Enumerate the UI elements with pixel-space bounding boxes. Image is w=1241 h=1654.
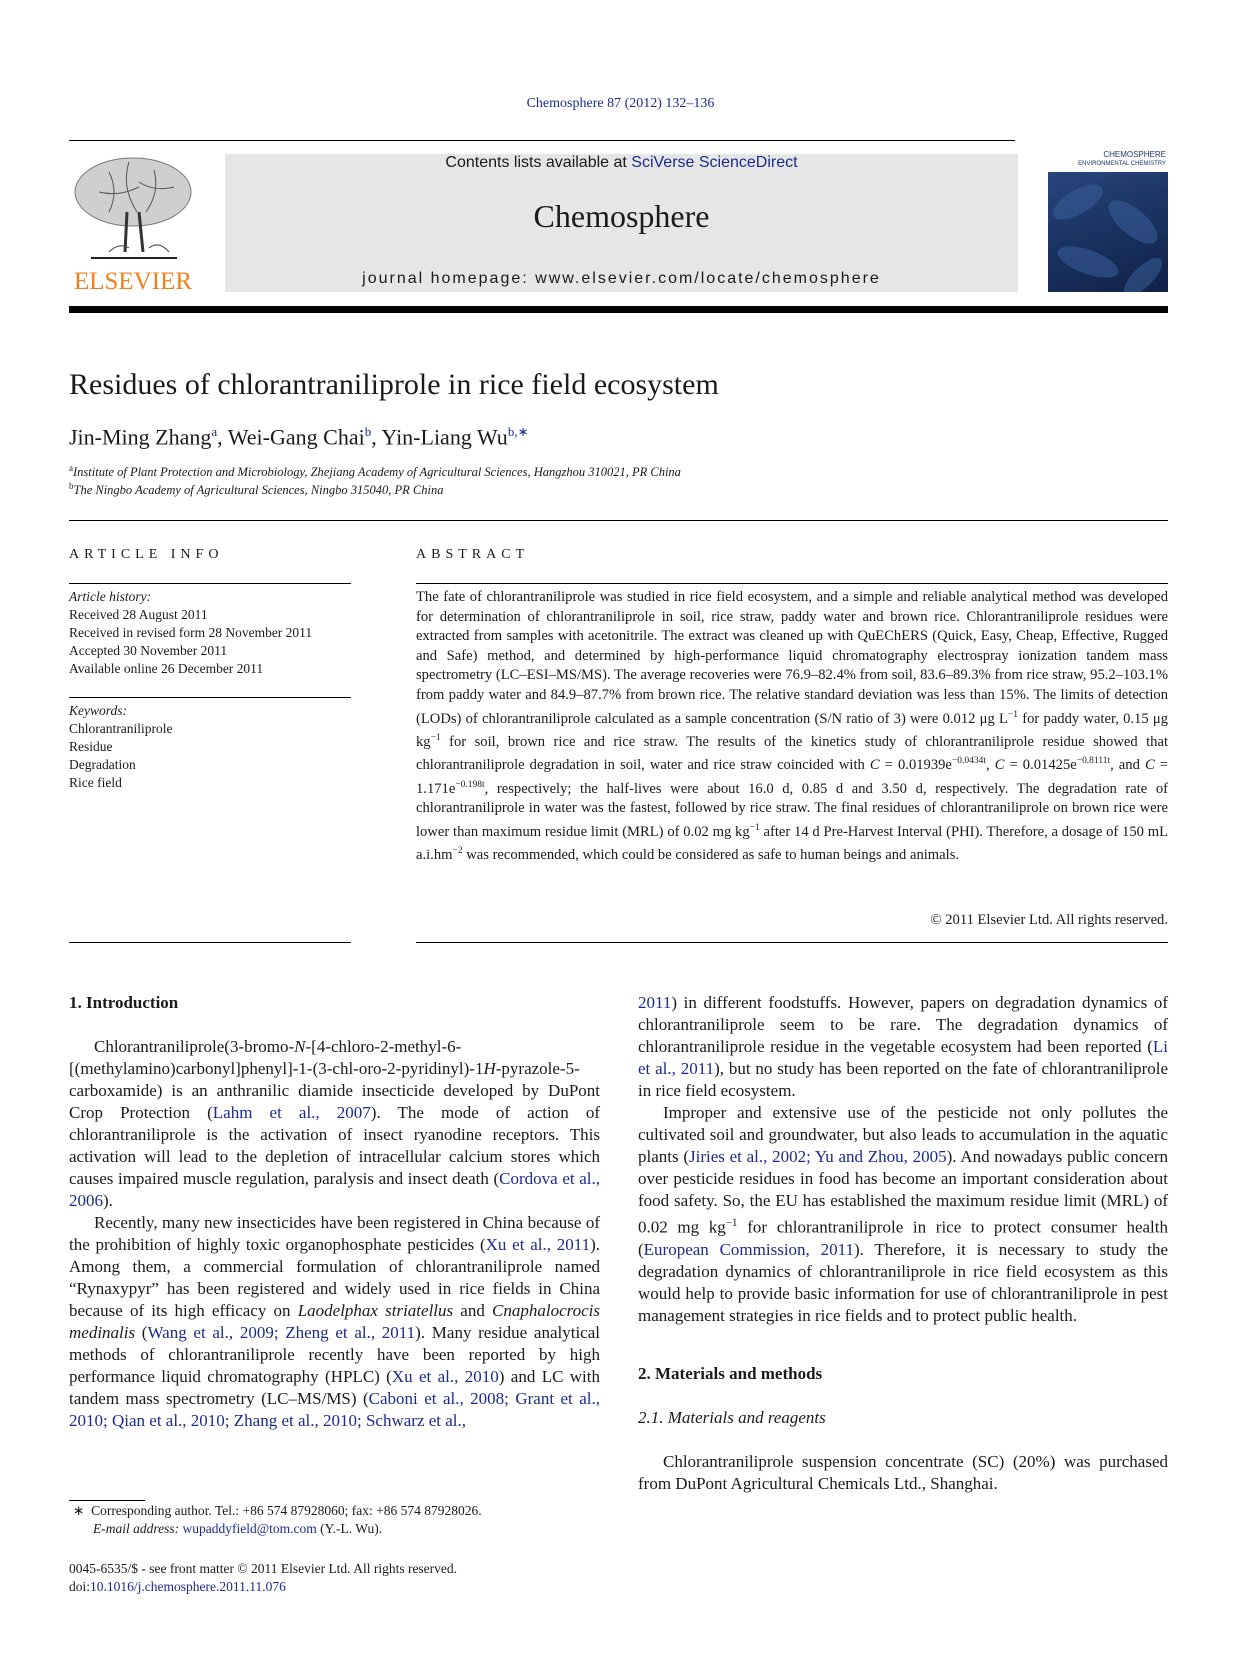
text-run: = 1.171e — [416, 757, 1168, 797]
history-label: Article history: — [69, 589, 152, 604]
divider — [69, 583, 351, 584]
paragraph — [638, 1102, 1168, 1327]
text-run: Recently, many new insecticides have been registered in China because of the prohibition of highly toxic organophosphate pesticides ( — [69, 1213, 600, 1254]
superscript: −2 — [452, 846, 463, 857]
elsevier-wordmark: ELSEVIER — [73, 268, 193, 295]
text-run: = 0.01425e — [1004, 757, 1077, 774]
journal-citation[interactable]: Chemosphere 87 (2012) 132–136 — [526, 96, 715, 111]
citation-link[interactable]: Wang et al., 2009; Zheng et al., 2011 — [147, 1323, 416, 1342]
author-name[interactable]: Jin-Ming Zhang — [69, 424, 212, 450]
email-link[interactable]: wupaddyfield@tom.com — [182, 1521, 317, 1536]
divider — [416, 583, 1168, 584]
journal-name: Chemosphere — [533, 198, 710, 234]
superscript: −1 — [725, 1217, 738, 1229]
text-run: The fate of chlorantraniliprole was studied in rice field ecosystem, and a simple and reliable analytical method was developed for determination of chlorantraniliprole in soil, rice straw, paddy water and brown rice. Chlorantraniliprole residues were extracted from samples with acetonitrile. The extract was cleaned up with QuEChERS (Quick, Easy, Cheap, Effective, Rugged and Safe) method, and determined by high-performance liquid chromatography electrospray ionization tandem mass spectrometry (LC–ESI–MS/MS). The average recoveries were 76.9–82.4% from soil, 83.6–89.3% from rice straw, 95.2–103.1% from paddy water and 84.9–87.7% from brown rice. The relative standard deviation was less than 15%. The limits of detection (LODs) of chlorantraniliprole calculated as a sample concentration (S/N ratio of 3) were 0.012 μg L — [416, 589, 1168, 727]
citation-link[interactable]: 2011 — [638, 993, 672, 1012]
text-run: , — [985, 757, 995, 774]
citation-link[interactable]: Li et al., 2011 — [638, 1037, 1168, 1078]
abstract-heading: ABSTRACT — [416, 547, 530, 562]
text-run: for paddy water, 0.15 μg kg — [416, 710, 1168, 750]
superscript: −0.198t — [455, 779, 485, 790]
citation-link[interactable]: Xu et al., 2011 — [485, 1235, 591, 1254]
keywords — [69, 702, 351, 792]
text-run: ). Many residue analytical methods of chlorantraniliprole recently have been reported by high performance liquid chromatography (HPLC) ( — [69, 1323, 600, 1386]
text-run: ). The mode of action of chlorantraniliprole is the activation of insect ryanodine receptors. This activation will lead to the depletion of intracellular calcium stores which causes impaired muscle regulation, paralysis and insect death ( — [69, 1103, 600, 1188]
doi-label: doi: — [69, 1579, 91, 1594]
affiliation — [69, 463, 681, 480]
corresponding-author: Corresponding author. Tel.: +86 574 87928060; fax: +86 574 87928026. — [91, 1503, 482, 1518]
superscript: −1 — [749, 822, 760, 833]
italic-text: Laodelphax striatellus — [297, 1301, 454, 1320]
contents-line — [225, 154, 1018, 172]
subsection-heading: 2.1. Materials and reagents — [638, 1407, 826, 1427]
citation-link[interactable]: Cordova et al., 2006 — [69, 1169, 600, 1210]
abstract-copyright: © 2011 Elsevier Ltd. All rights reserved. — [930, 912, 1168, 928]
history-item: Accepted 30 November 2011 — [69, 643, 228, 658]
email-suffix: (Y.-L. Wu). — [316, 1521, 383, 1536]
affiliation-mark: b — [69, 481, 74, 491]
text-run: ). Among them, a commercial formulation of chlorantraniliprole named “Rynaxypyr” has been registered and widely used in rice fields in China because of its high efficacy on — [69, 1235, 600, 1320]
section-heading: 2. Materials and methods — [638, 1363, 823, 1383]
divider — [69, 697, 351, 698]
history-item: Available online 26 December 2011 — [69, 661, 264, 676]
author-separator: , — [371, 424, 382, 450]
divider — [69, 942, 351, 943]
text-run: was recommended, which could be considered as safe to human beings and animals. — [462, 847, 960, 864]
text-run: = 0.01939e — [879, 757, 952, 774]
divider — [69, 140, 1015, 141]
author-affiliation-mark[interactable]: a — [211, 424, 218, 439]
superscript: −0.0434t — [951, 756, 986, 767]
text-run: ). — [103, 1191, 113, 1210]
email-label: E-mail address: — [93, 1521, 180, 1536]
body-right-column — [638, 992, 1168, 1495]
affiliation-mark: a — [69, 463, 73, 473]
italic-text: N — [294, 1037, 306, 1056]
text-run: ) in different foodstuffs. However, papers on degradation dynamics of chlorantraniliprole seem to be rare. The degradation dynamics of chlorantraniliprole residue in the vegetable ecosystem had been reported ( — [638, 993, 1168, 1056]
body-left-column — [69, 992, 600, 1432]
affiliation — [69, 481, 444, 498]
text-run: ), but no study has been reported on the fate of chlorantraniliprole in rice field ecosystem. — [638, 1059, 1168, 1100]
keyword: Residue — [69, 739, 113, 754]
paragraph — [638, 992, 1168, 1102]
text-run: ). And nowadays public concern over pesticide residues in food has become an important consideration about food safety. So, the EU has established the maximum residue limit (MRL) of 0.02 mg kg — [638, 1147, 1168, 1237]
affiliation-text: The Ningbo Academy of Agricultural Sciences, Ningbo 315040, PR China — [73, 483, 444, 498]
superscript: −1 — [430, 733, 441, 744]
article-history — [69, 588, 351, 678]
text-run: after 14 d Pre-Harvest Interval (PHI). Therefore, a dosage of 150 mL a.i.hm — [416, 823, 1168, 864]
text-run: Chlorantraniliprole suspension concentrate (SC) (20%) was purchased from DuPont Agricultural Chemicals Ltd., Shanghai. — [638, 1451, 1168, 1493]
citation-link[interactable]: Xu et al., 2010 — [391, 1367, 499, 1386]
text-run: Improper and extensive use of the pesticide not only pollutes the cultivated soil and groundwater, but also leads to accumulation in the aquatic plants ( — [638, 1103, 1168, 1166]
leaf-pattern — [1048, 172, 1168, 292]
journal-cover-image — [1048, 140, 1168, 292]
footnote — [73, 1502, 613, 1538]
article-title: Residues of chlorantraniliprole in rice field ecosystem — [69, 368, 719, 401]
author-name[interactable]: Yin-Liang Wu — [381, 424, 508, 450]
italic-text: C — [994, 757, 1005, 774]
article-info-heading: ARTICLE INFO — [69, 547, 224, 562]
paragraph — [69, 1036, 600, 1212]
italic-text: C — [1144, 757, 1155, 774]
author-list — [69, 424, 528, 450]
header-divider — [69, 306, 1168, 313]
text-run: , and — [1110, 757, 1145, 774]
journal-homepage[interactable]: journal homepage: www.elsevier.com/locate/chemosphere — [362, 270, 881, 287]
paragraph — [638, 1451, 1168, 1495]
keywords-label: Keywords: — [69, 703, 127, 718]
italic-text: C — [869, 757, 880, 774]
citation-link[interactable]: Caboni et al., 2008; Grant et al., 2010; Qian et al., 2010; Zhang et al., 2010; Schwarz et al., — [69, 1389, 600, 1430]
text-run: and — [453, 1301, 493, 1320]
paragraph — [69, 1212, 600, 1432]
history-item: Received 28 August 2011 — [69, 607, 208, 622]
section-heading: 1. Introduction — [69, 993, 179, 1012]
citation-link[interactable]: European Commission, 2011 — [643, 1239, 854, 1259]
cover-subtitle: ENVIRONMENTAL CHEMISTRY — [1078, 161, 1166, 167]
front-matter — [69, 1560, 629, 1596]
text-run: -[4-chloro-2-methyl-6-[(methylamino)carbonyl]phenyl]-1-(3-chl-oro-2-pyridinyl)-1 — [69, 1037, 484, 1078]
divider — [69, 520, 1168, 521]
divider — [416, 942, 1168, 943]
superscript: −0.8111t — [1076, 756, 1111, 767]
superscript: −1 — [1007, 709, 1019, 720]
keyword: Chlorantraniliprole — [69, 721, 173, 736]
keyword: Degradation — [69, 757, 136, 772]
italic-text: H — [483, 1059, 496, 1078]
abstract-text — [416, 588, 1168, 866]
doi-link[interactable]: 10.1016/j.chemosphere.2011.11.076 — [90, 1579, 286, 1594]
text-run: ( — [135, 1323, 148, 1342]
text-run: Chlorantraniliprole(3-bromo- — [94, 1037, 295, 1056]
affiliation-text: Institute of Plant Protection and Microbiology, Zhejiang Academy of Agricultural Sciences, Hangzhou 310021, PR China — [73, 465, 681, 480]
text-run: ). Therefore, it is necessary to study the degradation dynamics of chlorantraniliprole in rice field ecosystem as this would help to provide basic information for use of chlorantraniliprole in pest management strategies in rice fields and to protect public health. — [638, 1239, 1168, 1325]
italic-text: Cnaphalocrocis medinalis — [69, 1301, 601, 1342]
footnote-star: ∗ — [73, 1503, 85, 1518]
text-run: , respectively; the half-lives were about 16.0 d, 0.85 d and 3.50 d, respectively. The degradation rate of chlorantraniliprole in water was the fastest, followed by rice straw. The final residues of chlorantraniliprole on brown rice were lower than maximum residue limit (MRL) of 0.02 mg kg — [416, 780, 1168, 840]
text-run: for chlorantraniliprole in rice to protect consumer health ( — [638, 1217, 1168, 1259]
contents-prefix: Contents lists available at — [445, 154, 632, 171]
sciencedirect-link[interactable]: SciVerse ScienceDirect — [631, 154, 798, 171]
text-run: ) and LC with tandem mass spectrometry (LC–MS/MS) ( — [69, 1367, 601, 1408]
text-run: -pyrazole-5-carboxamide) is an anthranilic diamide insecticide developed by DuPont Crop Protection ( — [69, 1059, 600, 1122]
history-item: Received in revised form 28 November 2011 — [69, 625, 313, 640]
keyword: Rice field — [69, 775, 122, 790]
citation-link[interactable]: Lahm et al., 2007 — [212, 1103, 371, 1122]
footnote-divider — [69, 1500, 145, 1501]
citation-link[interactable]: Jiries et al., 2002; Yu and Zhou, 2005 — [689, 1147, 947, 1166]
author-name[interactable]: Wei-Gang Chai — [227, 424, 365, 450]
author-separator: , — [217, 424, 228, 450]
front-matter-text: 0045-6535/$ - see front matter © 2011 Elsevier Ltd. All rights reserved. — [69, 1561, 458, 1576]
text-run: for soil, brown rice and rice straw. The results of the kinetics study of chlorantraniliprole residue showed that chlorantraniliprole degradation in soil, water and rice straw coincided with — [416, 733, 1168, 774]
cover-title: CHEMOSPHERE — [1103, 150, 1166, 159]
author-affiliation-mark[interactable]: b — [364, 424, 372, 439]
author-affiliation-mark[interactable]: b,∗ — [507, 424, 529, 439]
